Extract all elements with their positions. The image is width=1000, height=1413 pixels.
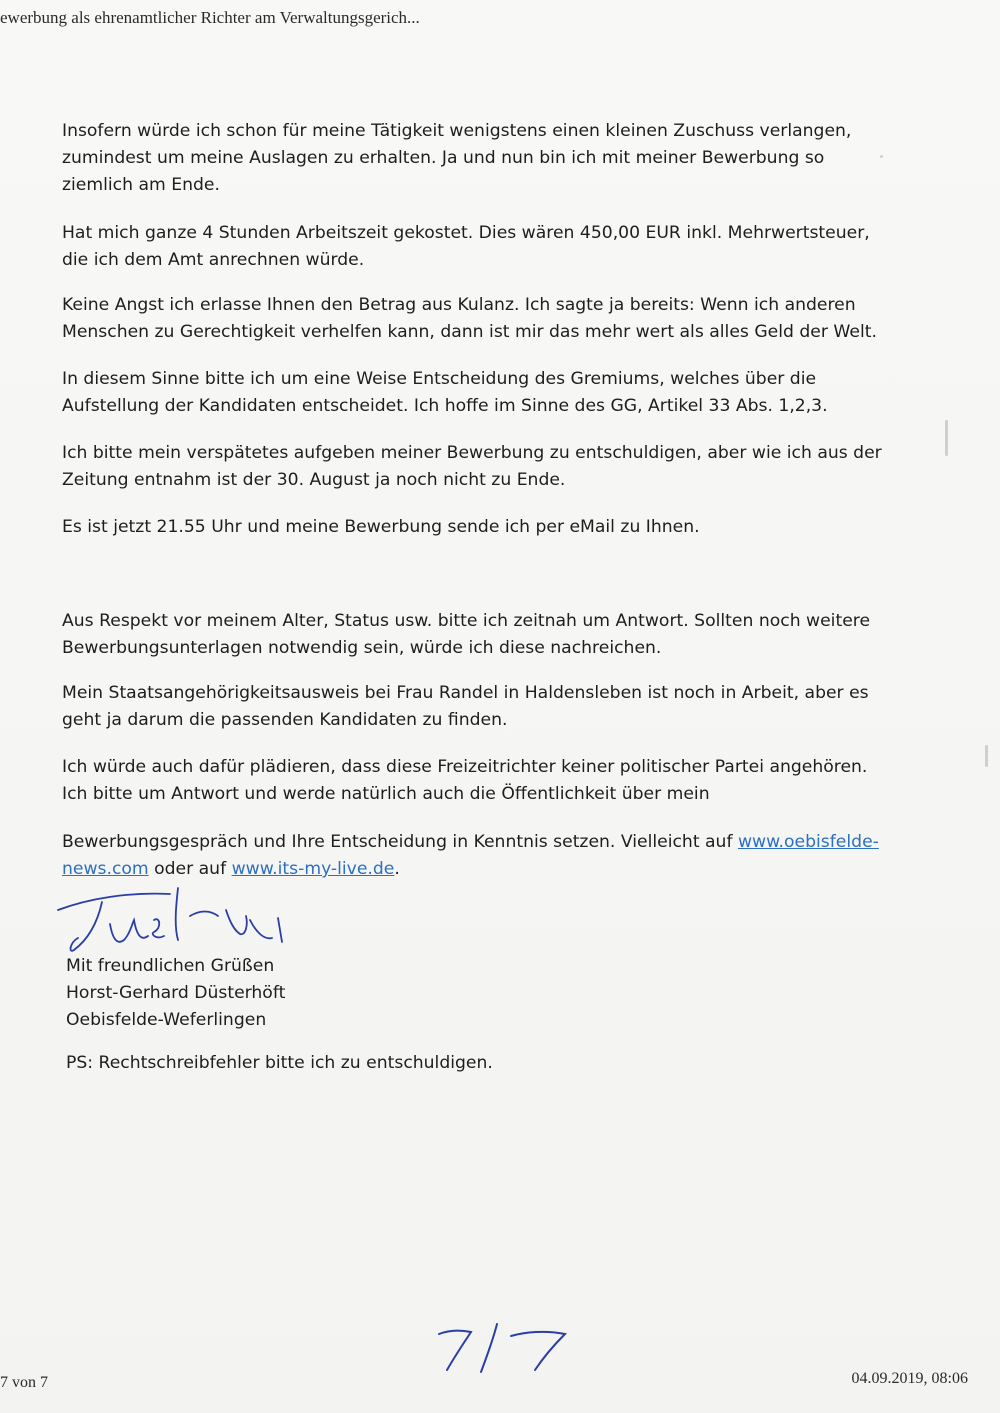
text-line: Insofern würde ich schon für meine Tätigkeit wenigstens einen kleinen Zuschuss verlangen, — [62, 121, 852, 141]
closing-greeting: Mit freundlichen Grüßen — [66, 956, 275, 976]
text-line: ziemlich am Ende. — [62, 175, 220, 195]
print-header-title: ewerbung als ehrenamtlicher Richter am Verwaltungsgerich... — [0, 8, 420, 27]
scan-artifact — [985, 745, 988, 767]
text-line: Zeitung entnahm ist der 30. August ja noch nicht zu Ende. — [62, 470, 566, 490]
handwritten-page-number — [425, 1318, 585, 1374]
paragraph-5 — [62, 440, 912, 494]
text-line — [62, 829, 912, 856]
oebisfelde-news-link[interactable]: www.oebisfelde- — [737, 832, 879, 852]
sender-name: Horst-Gerhard Düsterhöft — [66, 983, 286, 1003]
oebisfelde-news-link-continued[interactable]: news.com — [62, 859, 149, 879]
text-line: Aus Respekt vor meinem Alter, Status usw. bitte ich zeitnah um Antwort. Sollten noch weitere — [62, 611, 871, 631]
text-line: Ich würde auch dafür plädieren, dass diese Freizeitrichter keiner politischer Partei angehören. — [62, 757, 868, 777]
closing-block — [66, 953, 285, 1034]
text-fragment: oder auf — [148, 859, 232, 879]
scan-artifact — [880, 155, 883, 158]
text-line: Mein Staatsangehörigkeitsausweis bei Frau Randel in Haldensleben ist noch in Arbeit, aber es — [62, 683, 869, 703]
text-line: Aufstellung der Kandidaten entscheidet. Ich hoffe im Sinne des GG, Artikel 33 Abs. 1,2,3. — [62, 396, 828, 416]
paragraph-1 — [62, 118, 912, 199]
footer-timestamp: 04.09.2019, 08:06 — [851, 1370, 968, 1387]
paragraph-2 — [62, 220, 912, 274]
text-line: Es ist jetzt 21.55 Uhr und meine Bewerbung sende ich per eMail zu Ihnen. — [62, 517, 700, 537]
postscript: PS: Rechtschreibfehler bitte ich zu entschuldigen. — [66, 1053, 493, 1073]
text-line: Hat mich ganze 4 Stunden Arbeitszeit gekostet. Dies wären 450,00 EUR inkl. Mehrwertsteuer, — [62, 223, 870, 243]
scan-artifact — [945, 420, 948, 456]
text-line: In diesem Sinne bitte ich um eine Weise Entscheidung des Gremiums, welches über die — [62, 369, 817, 389]
text-line: Bewerbungsunterlagen notwendig sein, würde ich diese nachreichen. — [62, 638, 662, 658]
text-line: Ich bitte um Antwort und werde natürlich auch die Öffentlichkeit über mein — [62, 784, 710, 804]
paragraph-links — [62, 829, 912, 883]
text-line — [62, 856, 912, 883]
text-line: die ich dem Amt anrechnen würde. — [62, 250, 365, 270]
footer-page-count: 7 von 7 — [0, 1374, 48, 1391]
text-line: Keine Angst ich erlasse Ihnen den Betrag aus Kulanz. Ich sagte ja bereits: Wenn ich anderen — [62, 295, 856, 315]
paragraph-9 — [62, 754, 912, 808]
paragraph-3 — [62, 292, 912, 346]
paragraph-8 — [62, 680, 912, 734]
sender-place: Oebisfelde-Weferlingen — [66, 1010, 267, 1030]
text-line: geht ja darum die passenden Kandidaten zu finden. — [62, 710, 508, 730]
text-fragment: Bewerbungsgespräch und Ihre Entscheidung in Kenntnis setzen. Vielleicht auf — [62, 832, 738, 852]
paragraph-4 — [62, 366, 912, 420]
text-line: zumindest um meine Auslagen zu erhalten. Ja und nun bin ich mit meiner Bewerbung so — [62, 148, 825, 168]
its-my-live-link[interactable]: www.its-my-live.de — [231, 859, 395, 879]
paragraph-7 — [62, 608, 912, 662]
text-fragment: . — [394, 859, 400, 879]
paragraph-6 — [62, 514, 912, 541]
text-line: Ich bitte mein verspätetes aufgeben meiner Bewerbung zu entschuldigen, aber wie ich aus der — [62, 443, 882, 463]
handwritten-signature — [50, 880, 310, 960]
text-line: Menschen zu Gerechtigkeit verhelfen kann, dann ist mir das mehr wert als alles Geld der Welt. — [62, 322, 877, 342]
